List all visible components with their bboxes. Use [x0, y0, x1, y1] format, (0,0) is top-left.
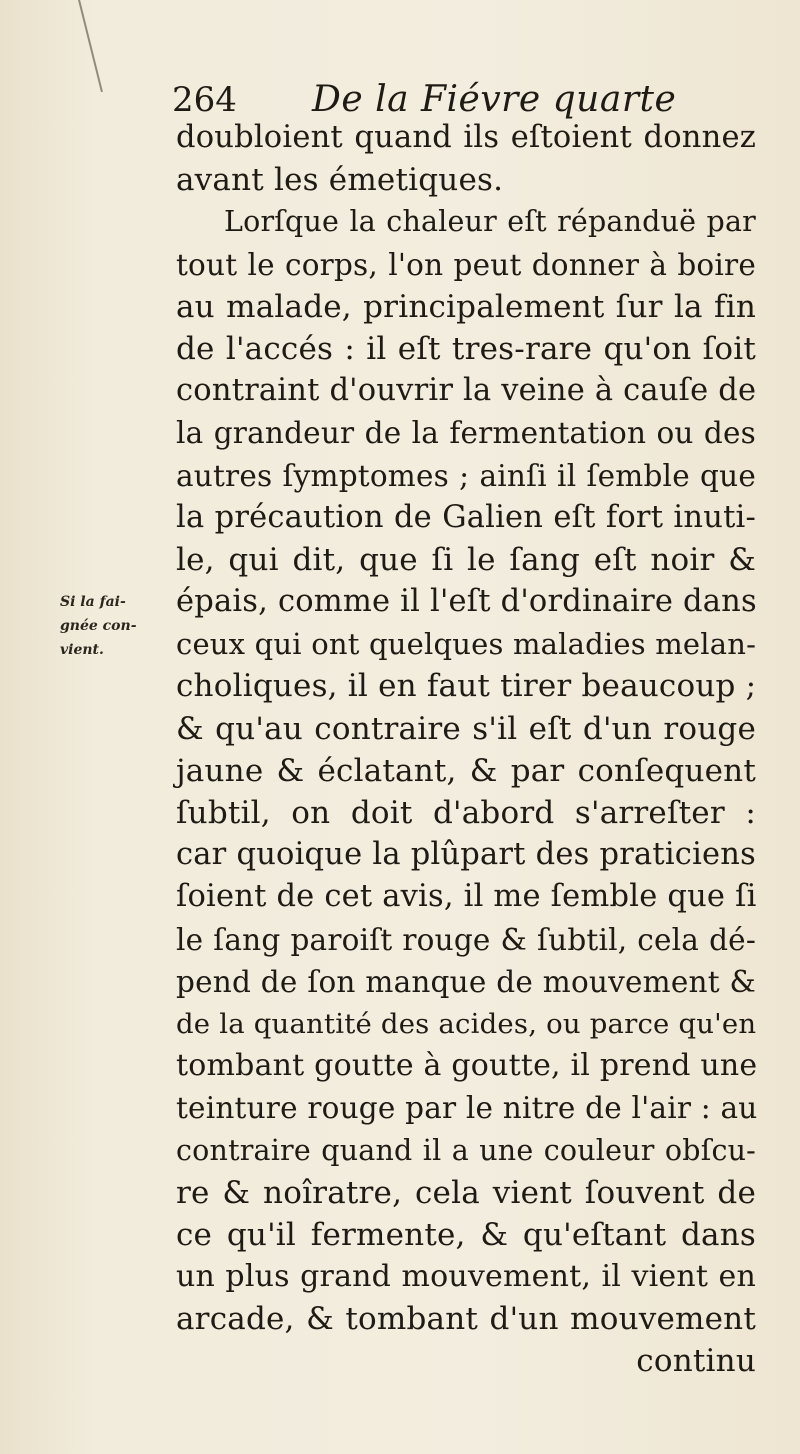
- text-line: le, qui dit, que ſi le ſang eſt noir &: [176, 541, 756, 578]
- text-line: pend de ſon manque de mouvement &: [176, 964, 756, 999]
- page-edge-line: [78, 0, 103, 92]
- text-line: tout le corps, l'on peut donner à boire: [176, 247, 756, 282]
- text-line: ſoient de cet avis, il me ſemble que ſi: [176, 879, 757, 915]
- text-line: autres ſymptomes ; ainſi il ſemble que: [176, 458, 756, 493]
- text-line: avant les émetiques.: [176, 162, 504, 199]
- text-line: car quoique la plûpart des praticiens: [176, 837, 756, 873]
- text-line: la précaution de Galien eſt fort inuti-: [176, 499, 756, 535]
- text-line: jaune & éclatant, & par conſequent: [176, 752, 756, 789]
- paragraph-start-line: Lorſque la chaleur eſt répanduë par: [224, 205, 756, 239]
- text-line: un plus grand mouvement, il vient en: [176, 1259, 756, 1295]
- text-line: contraint d'ouvrir la veine à cauſe de: [176, 373, 757, 409]
- page-number: 264: [172, 80, 237, 120]
- text-line: arcade, & tombant d'un mouvement: [176, 1301, 756, 1338]
- text-line: de l'accés : il eſt tres-rare qu'on ſoit: [176, 330, 756, 367]
- margin-note: [60, 590, 170, 662]
- body-text: [176, 117, 756, 1383]
- text-line: tombant goutte à goutte, il prend une: [176, 1048, 758, 1084]
- margin-note-line: vient.: [60, 642, 104, 658]
- text-line: la grandeur de la fermentation ou des: [176, 416, 756, 451]
- text-line: épais, comme il l'eſt d'ordinaire dans: [176, 584, 757, 620]
- running-title: De la Fiévre quarte: [312, 79, 677, 120]
- text-line: doubloient quand ils eſtoient donnez: [176, 120, 756, 155]
- text-line: re & noîratre, cela vient ſouvent de: [176, 1174, 756, 1211]
- text-line: choliques, il en faut tirer beaucoup ;: [176, 668, 757, 705]
- text-line: ce qu'il fermente, & qu'eſtant dans: [176, 1216, 756, 1253]
- margin-note-line: Si la fai-: [60, 594, 126, 610]
- margin-note-line: gnée con-: [60, 618, 137, 634]
- text-line: ceux qui ont quelques maladies melan-: [176, 627, 757, 662]
- catchword: continu: [636, 1343, 756, 1380]
- text-line: le ſang paroiſt rouge & ſubtil, cela dé-: [176, 922, 756, 957]
- text-line: teinture rouge par le nitre de l'air : au: [176, 1091, 758, 1126]
- text-line: ſubtil, on doit d'abord s'arreſter :: [176, 795, 756, 831]
- text-line: contraire quand il a une couleur obſcu-: [176, 1133, 756, 1167]
- text-line: de la quantité des acides, ou parce qu'en: [176, 1007, 757, 1040]
- text-line: au malade, principalement ſur la fin: [176, 288, 756, 325]
- text-line: & qu'au contraire s'il eſt d'un rouge: [176, 710, 756, 747]
